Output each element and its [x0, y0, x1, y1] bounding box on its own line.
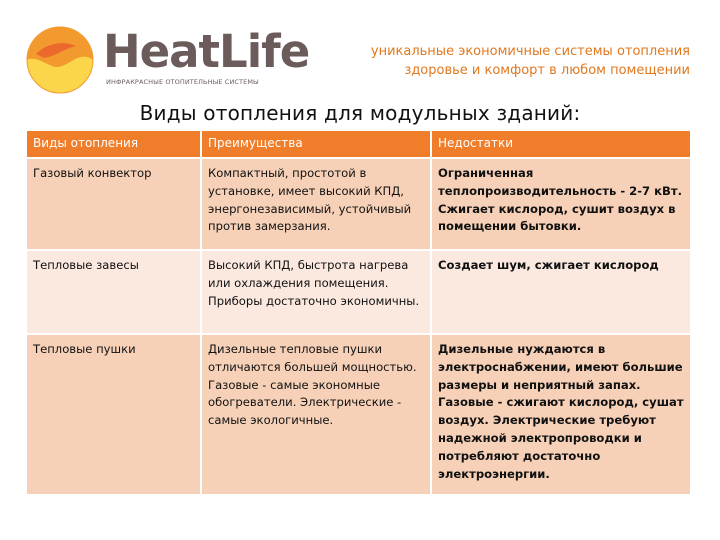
table-row [27, 250, 690, 334]
header-cons: Недостатки [431, 131, 690, 158]
tagline-line-2: здоровье и комфорт в любом помещении [404, 63, 690, 78]
table-header-row [27, 131, 690, 158]
cell-cons: Создает шум, сжигает кислород [431, 250, 690, 334]
page-title: Виды отопления для модульных зданий: [139, 101, 581, 125]
cell-pros: Высокий КПД, быстрота нагрева или охлаждения помещения. Приборы достаточно экономичны. [201, 250, 431, 334]
heatlife-logo-icon [26, 26, 94, 94]
tagline [371, 42, 690, 80]
header-type: Виды отопления [27, 131, 201, 158]
cell-pros: Дизельные тепловые пушки отличаются большей мощностью. Газовые - самые экономные обогреватели. Электрические - самые экологичные. [201, 334, 431, 494]
cell-cons: Дизельные нуждаются в электроснабжении, имеют большие размеры и неприятный запах. Газовые - сжигают кислород, сушат воздух. Электрические требуют надежной электропроводки и потребляют достаточно электроэнергии. [431, 334, 690, 494]
brand-name: HeatLife [103, 25, 310, 78]
cell-type: Газовый конвектор [27, 158, 201, 250]
heating-comparison-table [27, 131, 690, 494]
tagline-line-1: уникальные экономичные системы отопления [370, 44, 690, 59]
header-pros: Преимущества [201, 131, 431, 158]
cell-type: Тепловые пушки [27, 334, 201, 494]
cell-type: Тепловые завесы [27, 250, 201, 334]
cell-pros: Компактный, простотой в установке, имеет высокий КПД, энергонезависимый, устойчивый против замерзания. [201, 158, 431, 250]
brand-subtitle: ИНФРАКРАСНЫЕ ОТОПИТЕЛЬНЫЕ СИСТЕМЫ [106, 78, 259, 86]
cell-cons: Ограниченная теплопроизводительность - 2-7 кВт. Сжигает кислород, сушит воздух в помещении бытовки. [431, 158, 690, 250]
table-row [27, 334, 690, 494]
table-row [27, 158, 690, 250]
